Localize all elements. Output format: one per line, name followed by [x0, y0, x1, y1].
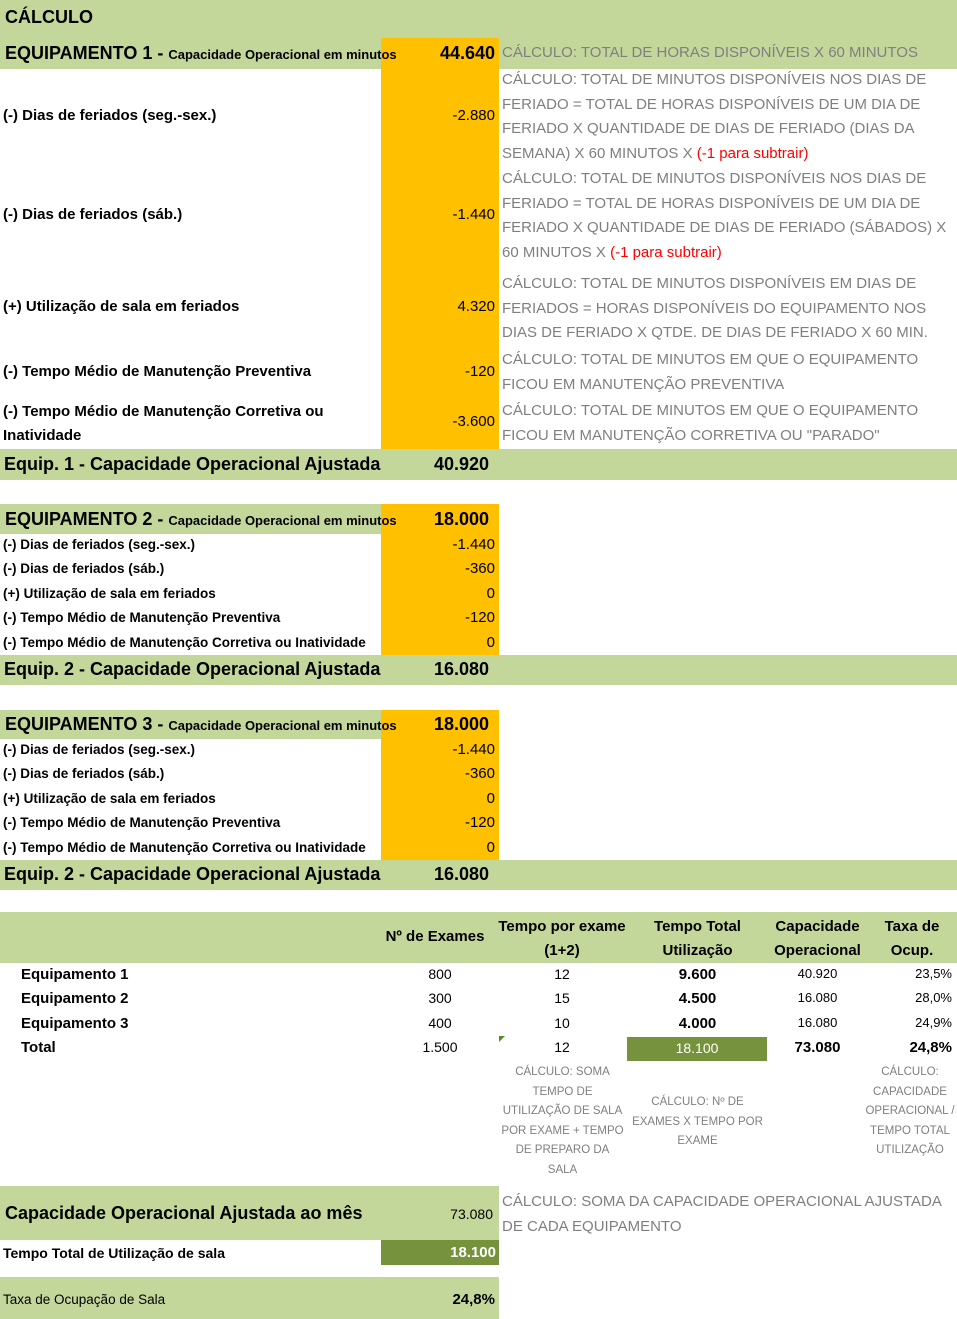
eq2-row-value: -360: [464, 560, 495, 577]
eq1-row-label: (-) Tempo Médio de Manutenção Preventiva: [3, 363, 312, 380]
eq3-title-main: EQUIPAMENTO 3 -: [5, 714, 169, 734]
final-tempo-value: 18.100: [450, 1244, 496, 1261]
eq3-title: [5, 714, 397, 735]
eq1-title-sub: Capacidade Operacional em minutos: [168, 47, 397, 62]
summary-row-cap: 40.920: [797, 966, 838, 981]
summary-row-cap: 16.080: [797, 990, 838, 1005]
eq2-total-value: 16.080: [433, 659, 489, 679]
eq2-row-value: 0: [486, 634, 495, 651]
eq1-row-value: -3.600: [452, 413, 495, 430]
eq1-row-note-text: CÁLCULO: TOTAL DE MINUTOS DISPONÍVEIS NOS DIAS DE FERIADO = TOTAL DE HORAS DISPONÍVEIS DE UM DIA DE FERIADO X QUANTIDADE DE DIAS DE FERIADO (SÁBADOS) X 60 MINUTOS X: [502, 170, 947, 261]
eq1-row-note-red: (-1 para subtrair): [696, 144, 809, 162]
eq1-title: [5, 43, 397, 64]
eq1-row-note: [502, 68, 954, 166]
eq3-row-label: (-) Dias de feriados (sáb.): [3, 766, 165, 781]
eq3-row-value: -360: [464, 765, 495, 782]
eq1-row-value: 4.320: [457, 298, 495, 315]
summary-row-name: Equipamento 1: [21, 966, 129, 983]
summary-row-taxa: 24,9%: [915, 1015, 952, 1030]
eq2-row-label: (+) Utilização de sala em feriados: [3, 586, 216, 601]
note-taxa-ocup: CÁLCULO: CAPACIDADE OPERACIONAL / TEMPO TOTAL UTILIZAÇÃO: [865, 1066, 955, 1156]
eq2-title-main: EQUIPAMENTO 2 -: [5, 509, 169, 529]
col-header-total: Tempo Total Utilização: [654, 918, 741, 959]
eq3-title-sub: Capacidade Operacional em minutos: [168, 718, 397, 733]
eq1-row-note-text: CÁLCULO: TOTAL DE MINUTOS DISPONÍVEIS NOS DIAS DE FERIADO = TOTAL DE HORAS DISPONÍVEIS DE UM DIA DE FERIADO X QUANTIDADE DE DIAS DE FERIADO (DIAS DA SEMANA) X 60 MINUTOS X: [502, 71, 927, 162]
summary-row-exames: 800: [428, 966, 452, 982]
eq1-row-value: -1.440: [452, 206, 495, 223]
col-header-taxa: Taxa de Ocup.: [884, 918, 940, 959]
eq2-row-label: (-) Dias de feriados (sáb.): [3, 561, 165, 576]
eq1-row-label: (+) Utilização de sala em feriados: [3, 298, 240, 315]
summary-row-total: 4.000: [678, 1015, 717, 1032]
final-cap-label: Capacidade Operacional Ajustada ao mês: [5, 1203, 363, 1223]
summary-row-taxa: 28,0%: [915, 990, 952, 1005]
eq1-capacity-note: CÁLCULO: TOTAL DE HORAS DISPONÍVEIS X 60 MINUTOS: [502, 44, 918, 61]
eq2-row-label: (-) Tempo Médio de Manutenção Corretiva ou Inatividade: [3, 635, 366, 650]
eq1-total-label: Equip. 1 - Capacidade Operacional Ajustada: [4, 454, 381, 474]
final-cap-value: 73.080: [450, 1206, 493, 1222]
eq1-row-label: (-) Tempo Médio de Manutenção Corretiva ou Inatividade: [3, 403, 324, 444]
final-taxa-label: Taxa de Ocupação de Sala: [3, 1292, 166, 1307]
eq3-row-value: 0: [486, 839, 495, 856]
eq1-row-value: -2.880: [452, 107, 495, 124]
summary-row-tempo: 12: [554, 966, 570, 982]
eq2-row-value: 0: [486, 585, 495, 602]
final-tempo-label: Tempo Total de Utilização de sala: [3, 1245, 225, 1261]
summary-row-tempo: 15: [554, 990, 570, 1006]
eq3-total-label: Equip. 2 - Capacidade Operacional Ajustada: [4, 864, 381, 884]
eq2-capacity-value: 18.000: [433, 509, 489, 529]
eq1-capacity-value: 44.640: [439, 43, 495, 63]
eq3-row-label: (+) Utilização de sala em feriados: [3, 791, 216, 806]
eq3-row-value: 0: [486, 790, 495, 807]
eq3-row-value: -1.440: [452, 741, 495, 758]
eq1-row-note-red: (-1 para subtrair): [610, 243, 722, 261]
note-tempo-exame: CÁLCULO: SOMA TEMPO DE UTILIZAÇÃO DE SALA POR EXAME + TEMPO DE PREPARO DA SALA: [501, 1066, 624, 1176]
eq3-row-label: (-) Dias de feriados (seg.-sex.): [3, 742, 196, 757]
col-header-cap: Capacidade Operacional: [774, 918, 861, 959]
eq2-row-label: (-) Tempo Médio de Manutenção Preventiva: [3, 610, 281, 625]
summary-row-tempo: 10: [554, 1015, 570, 1031]
summary-total-exames: 1.500: [422, 1039, 458, 1055]
col-header-exames: Nº de Exames: [385, 928, 485, 945]
final-taxa-value: 24,8%: [452, 1291, 495, 1308]
summary-total-tempo: 12: [554, 1039, 570, 1055]
eq2-row-label: (-) Dias de feriados (seg.-sex.): [3, 537, 196, 552]
eq1-row-note: CÁLCULO: TOTAL DE MINUTOS EM QUE O EQUIPAMENTO FICOU EM MANUTENÇÃO CORRETIVA OU "PARADO": [502, 402, 919, 444]
col-header-tempo: Tempo por exame (1+2): [498, 918, 626, 959]
eq3-row-label: (-) Tempo Médio de Manutenção Corretiva ou Inatividade: [3, 840, 366, 855]
eq3-row-label: (-) Tempo Médio de Manutenção Preventiva: [3, 815, 281, 830]
summary-row-total: 4.500: [678, 990, 717, 1007]
summary-row-total: 9.600: [678, 966, 717, 983]
eq2-title-sub: Capacidade Operacional em minutos: [168, 513, 397, 528]
eq2-title: [5, 509, 397, 530]
summary-row-cap: 16.080: [797, 1015, 838, 1030]
eq2-total-label: Equip. 2 - Capacidade Operacional Ajustada: [4, 659, 381, 679]
summary-total-total: 18.100: [675, 1040, 719, 1056]
header-title: CÁLCULO: [5, 7, 93, 27]
eq1-row-note: CÁLCULO: TOTAL DE MINUTOS DISPONÍVEIS EM DIAS DE FERIADOS = HORAS DISPONÍVEIS DO EQUIPAMENTO NOS DIAS DE FERIADO X QTDE. DE DIAS DE FERIADO X 60 MIN.: [502, 275, 928, 341]
eq2-row-value: -1.440: [452, 536, 495, 553]
summary-total-name: Total: [21, 1039, 56, 1056]
eq1-title-main: EQUIPAMENTO 1 -: [5, 43, 169, 63]
summary-row-name: Equipamento 2: [21, 990, 129, 1007]
eq1-row-label: (-) Dias de feriados (sáb.): [3, 206, 183, 223]
eq3-capacity-value: 18.000: [433, 714, 489, 734]
summary-total-cap: 73.080: [794, 1039, 841, 1056]
summary-row-taxa: 23,5%: [915, 966, 952, 981]
header-bar: [0, 0, 957, 38]
eq2-row-value: -120: [464, 609, 495, 626]
eq1-row-note: [502, 167, 954, 265]
summary-row-name: Equipamento 3: [21, 1015, 129, 1032]
eq1-row-value: -120: [464, 363, 495, 380]
eq1-total-value: 40.920: [433, 454, 489, 474]
summary-row-exames: 300: [428, 990, 452, 1006]
eq1-value-column: [381, 38, 499, 449]
final-cap-note: CÁLCULO: SOMA DA CAPACIDADE OPERACIONAL AJUSTADA DE CADA EQUIPAMENTO: [502, 1193, 942, 1235]
note-tempo-total: CÁLCULO: Nº DE EXAMES X TEMPO POR EXAME: [632, 1096, 763, 1147]
eq1-row-note: CÁLCULO: TOTAL DE MINUTOS EM QUE O EQUIPAMENTO FICOU EM MANUTENÇÃO PREVENTIVA: [502, 351, 919, 393]
eq3-total-value: 16.080: [433, 864, 489, 884]
summary-row-exames: 400: [428, 1015, 452, 1031]
eq3-row-value: -120: [464, 814, 495, 831]
eq1-row-label: (-) Dias de feriados (seg.-sex.): [3, 107, 217, 124]
summary-total-taxa: 24,8%: [909, 1039, 952, 1056]
